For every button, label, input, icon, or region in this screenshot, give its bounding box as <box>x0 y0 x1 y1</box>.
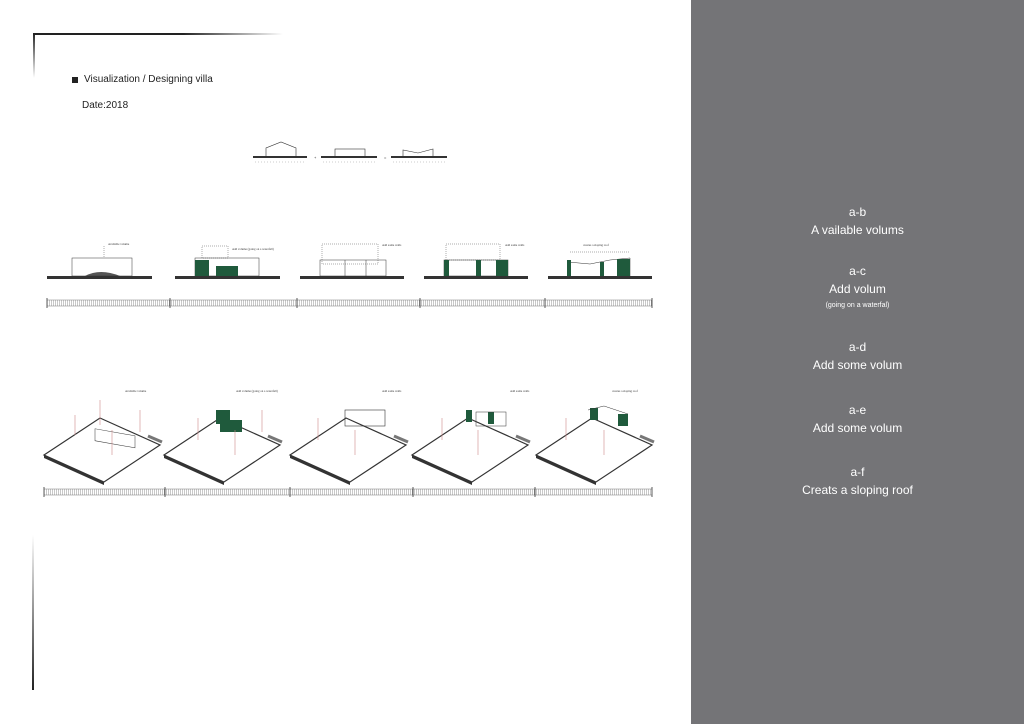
profile-sketch-2 <box>321 149 377 162</box>
step-code: a-b <box>848 205 867 219</box>
profile-sketch-1 <box>253 142 307 162</box>
step-code: a-f <box>850 465 865 479</box>
elevation-label: creates a sloping roof <box>583 243 609 247</box>
elevation-2 <box>175 246 280 279</box>
profile-sketch-3 <box>391 149 447 162</box>
scale-ruler <box>47 298 652 308</box>
equals-sign: = <box>384 155 387 160</box>
iso-view-5 <box>536 389 654 485</box>
step-a-c <box>691 264 1024 309</box>
step-a-e <box>691 403 1024 435</box>
iso-label: creates a sloping roof <box>612 389 638 393</box>
elevation-5 <box>548 243 652 279</box>
plus-sign: + <box>314 155 317 160</box>
elevation-4 <box>424 243 528 279</box>
step-desc: Creats a sloping roof <box>802 483 913 497</box>
step-a-b <box>691 205 1024 237</box>
step-note: (going on a waterfal) <box>825 302 890 309</box>
step-desc: Add volum <box>829 282 886 296</box>
iso-label: Available volume <box>125 389 147 393</box>
elevation-1 <box>47 242 152 279</box>
iso-label: Add volume (going on a waterfall) <box>236 389 278 393</box>
step-a-f <box>691 465 1024 497</box>
step-code: a-c <box>849 264 866 278</box>
elevation-label: Available volume <box>108 242 130 246</box>
step-desc: Add some volum <box>812 421 903 435</box>
iso-label: Add some walls <box>382 389 402 393</box>
elevation-label: Add some walls <box>505 243 525 247</box>
step-desc: Add some volum <box>812 358 903 372</box>
elevation-label: Add some walls <box>382 243 402 247</box>
scale-ruler <box>44 487 652 497</box>
title-text: Visualization / Designing villa <box>84 74 213 85</box>
sheet-date: Date:2018 <box>82 100 129 111</box>
step-a-d <box>691 340 1024 372</box>
iso-view-1 <box>44 389 162 485</box>
step-desc: A vailable volums <box>811 223 904 237</box>
elevation-3 <box>300 243 404 279</box>
iso-view-3 <box>290 389 408 485</box>
elevation-label: Add volume (going on a waterfall) <box>232 247 274 251</box>
iso-view-4 <box>412 389 530 485</box>
step-code: a-e <box>848 403 867 417</box>
step-code: a-d <box>848 340 867 354</box>
iso-label: Add some walls <box>510 389 530 393</box>
iso-view-2 <box>164 389 282 485</box>
